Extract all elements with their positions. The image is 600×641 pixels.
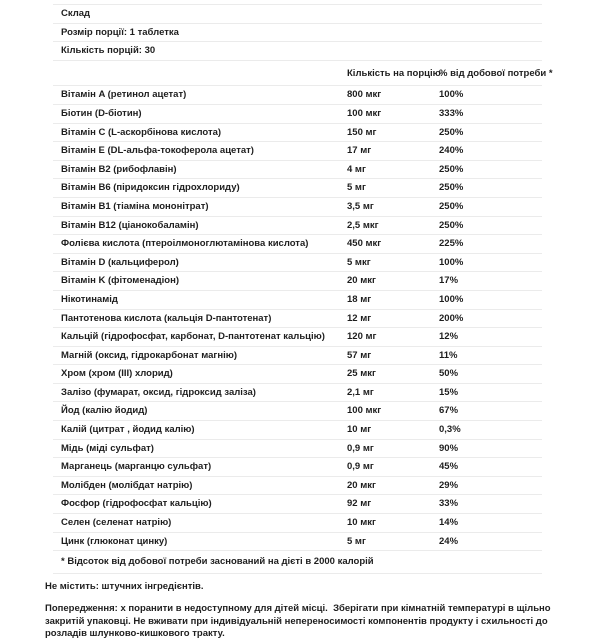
nutrient-amount: 25 мкг [346, 365, 438, 384]
table-row [53, 123, 542, 142]
nutrient-amount: 4 мг [346, 160, 438, 179]
nutrient-daily-value: 33% [438, 495, 542, 514]
nutrient-daily-value: 29% [438, 476, 542, 495]
nutrient-name: Вітамін B1 (тіаміна мононітрат) [53, 197, 346, 216]
table-row [53, 346, 542, 365]
nutrient-amount: 2,5 мкг [346, 216, 438, 235]
table-row [53, 235, 542, 254]
nutrient-amount: 20 мкг [346, 272, 438, 291]
nutrient-name: Вітамін B12 (ціанокобаламін) [53, 216, 346, 235]
section-title: Склад [53, 5, 542, 24]
table-row [53, 309, 542, 328]
nutrient-daily-value: 45% [438, 458, 542, 477]
table-row [53, 104, 542, 123]
nutrient-amount: 10 мг [346, 421, 438, 440]
nutrient-name: Селен (селенат натрію) [53, 514, 346, 533]
column-header-row [53, 60, 542, 86]
nutrient-daily-value: 50% [438, 365, 542, 384]
table-row [53, 514, 542, 533]
daily-value-footnote: * Відсоток від добової потреби заснований на дієті в 2000 калорій [53, 551, 542, 574]
serving-size: Розмір порції: 1 таблетка [53, 23, 542, 42]
nutrient-daily-value: 100% [438, 253, 542, 272]
table-row [53, 439, 542, 458]
nutrient-amount: 800 мкг [346, 86, 438, 105]
table-row [53, 458, 542, 477]
nutrient-daily-value: 0,3% [438, 421, 542, 440]
nutrient-amount: 20 мкг [346, 476, 438, 495]
nutrient-daily-value: 100% [438, 86, 542, 105]
nutrient-daily-value: 250% [438, 160, 542, 179]
nutrient-daily-value: 240% [438, 142, 542, 161]
nutrient-amount: 17 мг [346, 142, 438, 161]
nutrient-name: Магній (оксид, гідрокарбонат магнію) [53, 346, 346, 365]
table-row [53, 216, 542, 235]
nutrient-name: Вітамін K (фітоменадіон) [53, 272, 346, 291]
nutrient-amount: 2,1 мг [346, 383, 438, 402]
nutrient-daily-value: 17% [438, 272, 542, 291]
table-row [53, 551, 542, 574]
nutrient-amount: 5 мг [346, 179, 438, 198]
table-row [53, 160, 542, 179]
footnote-rows [53, 551, 542, 574]
table-row [53, 365, 542, 384]
table-row [53, 402, 542, 421]
table-row [53, 23, 542, 42]
table-row [53, 197, 542, 216]
nutrient-amount: 12 мг [346, 309, 438, 328]
nutrient-amount: 57 мг [346, 346, 438, 365]
nutrient-name: Вітамін E (DL-альфа-токоферола ацетат) [53, 142, 346, 161]
col-header-empty [53, 60, 346, 86]
nutrient-amount: 450 мкг [346, 235, 438, 254]
nutrient-daily-value: 333% [438, 104, 542, 123]
nutrient-name: Вітамін B2 (рибофлавін) [53, 160, 346, 179]
nutrient-daily-value: 250% [438, 216, 542, 235]
nutrient-name: Вітамін A (ретинол ацетат) [53, 86, 346, 105]
table-row [53, 179, 542, 198]
nutrient-name: Молібден (молібдат натрію) [53, 476, 346, 495]
nutrient-daily-value: 200% [438, 309, 542, 328]
nutrient-daily-value: 12% [438, 328, 542, 347]
nutrient-daily-value: 250% [438, 197, 542, 216]
nutrient-daily-value: 100% [438, 290, 542, 309]
nutrient-name: Вітамін D (кальциферол) [53, 253, 346, 272]
nutrient-name: Біотин (D-біотин) [53, 104, 346, 123]
nutrient-name: Залізо (фумарат, оксид, гідроксид заліза) [53, 383, 346, 402]
servings-count: Кількість порцій: 30 [53, 42, 542, 61]
nutrient-amount: 0,9 мг [346, 439, 438, 458]
nutrient-daily-value: 14% [438, 514, 542, 533]
nutrient-amount: 150 мг [346, 123, 438, 142]
nutrient-name: Хром (хром (III) хлорид) [53, 365, 346, 384]
table-row [53, 532, 542, 551]
table-row [53, 383, 542, 402]
no-artificial-ingredients-note: Не містить: штучних інгредієнтів. [45, 580, 204, 592]
nutrient-daily-value: 15% [438, 383, 542, 402]
table-row [53, 272, 542, 291]
nutrient-daily-value: 250% [438, 123, 542, 142]
table-row [53, 5, 542, 24]
nutrient-amount: 0,9 мг [346, 458, 438, 477]
table-row [53, 476, 542, 495]
nutrient-amount: 5 мкг [346, 253, 438, 272]
nutrient-name: Калій (цитрат , йодид калію) [53, 421, 346, 440]
table-row [53, 290, 542, 309]
meta-rows [53, 5, 553, 86]
table-row [53, 86, 542, 105]
warning-note: Попередження: х поранити в недоступному для дітей місці. Зберігати при кімнатній температурі в щільно закритій упаковці. Не вживати при індивідуальній непереносимості компонентів продукту і схильності до розладів шлунково-кишкового тракту. [45, 603, 554, 640]
nutrient-name: Вітамін C (L-аскорбінова кислота) [53, 123, 346, 142]
nutrient-name: Цинк (глюконат цинку) [53, 532, 346, 551]
table-row [53, 328, 542, 347]
nutrient-amount: 18 мг [346, 290, 438, 309]
nutrient-name: Марганець (марганцю сульфат) [53, 458, 346, 477]
nutrient-name: Нікотинамід [53, 290, 346, 309]
nutrient-name: Вітамін B6 (піридоксин гідрохлориду) [53, 179, 346, 198]
nutrient-amount: 100 мкг [346, 104, 438, 123]
table-row [53, 495, 542, 514]
nutrient-daily-value: 250% [438, 179, 542, 198]
nutrient-amount: 100 мкг [346, 402, 438, 421]
nutrient-name: Мідь (міді сульфат) [53, 439, 346, 458]
nutrient-amount: 120 мг [346, 328, 438, 347]
nutrient-name: Фолієва кислота (птероілмоноглютамінова кислота) [53, 235, 346, 254]
nutrient-daily-value: 90% [438, 439, 542, 458]
nutrient-amount: 10 мкг [346, 514, 438, 533]
nutrient-amount: 5 мг [346, 532, 438, 551]
nutrient-daily-value: 225% [438, 235, 542, 254]
col-header-daily-value: % від добової потреби * [438, 60, 542, 86]
table-row [53, 42, 542, 61]
nutrient-daily-value: 11% [438, 346, 542, 365]
nutrient-daily-value: 24% [438, 532, 542, 551]
table-row [53, 253, 542, 272]
nutrient-name: Фосфор (гідрофосфат кальцію) [53, 495, 346, 514]
composition-table [53, 4, 553, 574]
nutrient-name: Йод (калію йодид) [53, 402, 346, 421]
col-header-amount: Кількість на порцію [346, 60, 438, 86]
nutrient-daily-value: 67% [438, 402, 542, 421]
table-row [53, 142, 542, 161]
nutrient-amount: 3,5 мг [346, 197, 438, 216]
nutrient-name: Кальцій (гідрофосфат, карбонат, D-пантотенат кальцію) [53, 328, 346, 347]
table-row [53, 421, 542, 440]
nutrient-rows [53, 86, 542, 551]
nutrient-name: Пантотенова кислота (кальція D-пантотенат) [53, 309, 346, 328]
nutrient-amount: 92 мг [346, 495, 438, 514]
